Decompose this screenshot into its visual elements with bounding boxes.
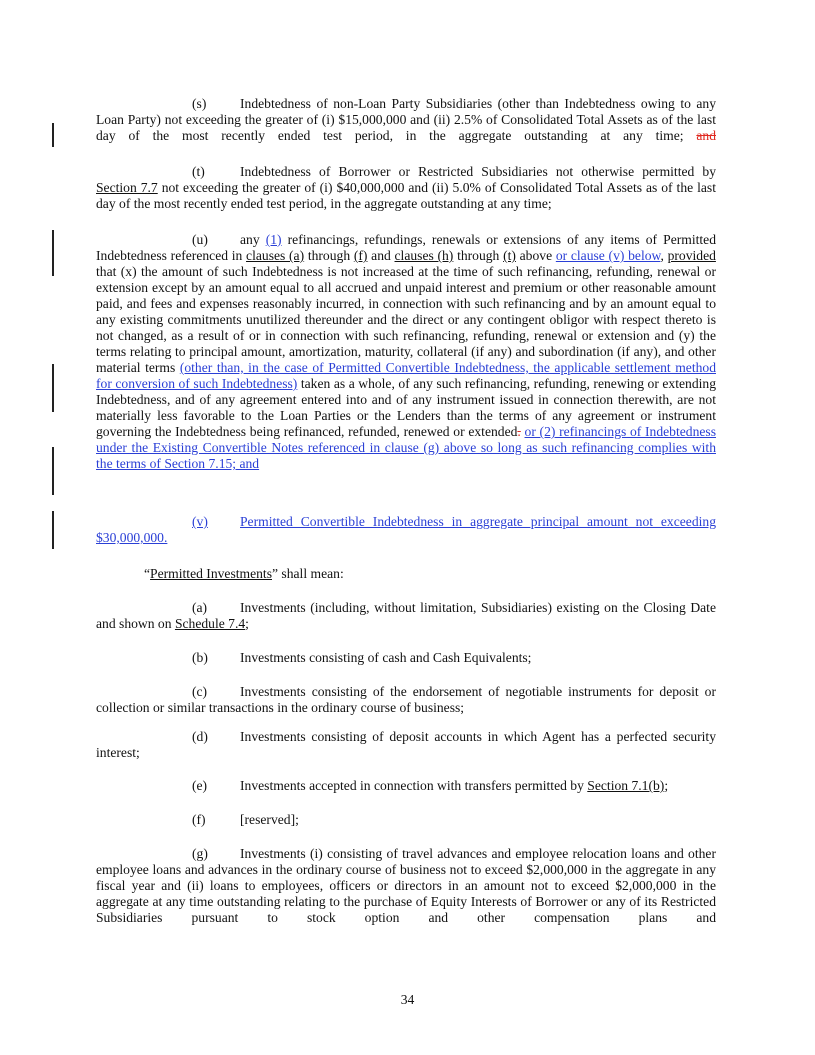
definition-text: ” shall mean:: [272, 566, 344, 581]
proviso-term: provided: [667, 248, 716, 263]
clause-reference: clauses (a): [246, 248, 305, 263]
paragraph-s: [96, 96, 716, 144]
clause-label: (b): [192, 650, 208, 665]
paragraph-v: [96, 514, 716, 546]
clause-text: any: [240, 232, 260, 247]
inserted-text: (other than, in the case of Permitted Convertible Indebtedness, the applicable settlement method for conversion of such Indebtedness): [96, 360, 716, 391]
clause-text: taken as a whole, of any such refinancing, refunding, renewing or extending Indebtedness, and of any agreement entered into and of any instrument issued in connection therewith, are not materially less favorable to the Loan Parties or the Lenders than the terms of any agreement or instrument governing the Indebtedness being refinanced, refunded, renewed or extended: [96, 376, 716, 439]
clause-reference: (f): [353, 248, 368, 263]
clause-label: (c): [192, 684, 208, 699]
change-bar: [52, 511, 54, 549]
inserted-text: or (2) refinancings of Indebtedness under the Existing Convertible Notes referenced in clause (g) above so long as such refinancing complies with the terms of Section 7.15; and: [96, 424, 716, 471]
clause-text: Investments consisting of cash and Cash Equivalents;: [240, 650, 532, 665]
clause-label: (f): [192, 812, 206, 827]
paragraph-a: [96, 600, 716, 632]
paragraph-c: [96, 684, 716, 716]
clause-text: Investments (including, without limitation, Subsidiaries) existing on the Closing Date and shown on: [96, 600, 716, 631]
inserted-text: Permitted Convertible Indebtedness in aggregate principal amount not exceeding $30,000,000.: [96, 514, 716, 545]
clause-text: Indebtedness of non-Loan Party Subsidiaries (other than Indebtedness owing to any Loan Party) not exceeding the greater of (i) $15,000,000 and (ii) 2.5% of Consolidated Total Assets as of the last day of the most recently ended test period, in the aggregate outstanding at any time;: [96, 96, 716, 143]
section-reference: Section 7.7: [96, 180, 158, 195]
clause-label: (v): [192, 514, 208, 529]
paragraph-u: [96, 232, 716, 472]
clause-text: Investments consisting of deposit accounts in which Agent has a perfected security interest;: [96, 729, 716, 760]
clause-label: (g): [192, 846, 208, 861]
clause-text: above: [519, 248, 553, 263]
clause-text: Investments accepted in connection with transfers permitted by: [240, 778, 584, 793]
clause-label: (t): [192, 164, 205, 179]
clause-label: (s): [192, 96, 207, 111]
inserted-text: (1): [265, 232, 282, 247]
clause-text: ;: [664, 778, 669, 793]
quote-mark: “: [144, 566, 151, 581]
clause-label: (d): [192, 729, 208, 744]
clause-label: (u): [192, 232, 208, 247]
clause-text: through: [307, 248, 351, 263]
paragraph-d: [96, 729, 716, 761]
paragraph-b: [96, 650, 716, 666]
clause-reference: (t): [503, 248, 516, 263]
clause-reference: clauses (h): [394, 248, 454, 263]
schedule-reference: Schedule 7.4: [174, 616, 246, 631]
clause-text: refinancings, refundings, renewals or extensions of any items of Permitted Indebtedness referenced in: [96, 232, 716, 263]
change-bar: [52, 230, 54, 276]
inserted-text: or clause (v) below: [555, 248, 661, 263]
change-bar: [52, 123, 54, 147]
clause-text: that (x) the amount of such Indebtedness is not increased at the time of such refinancing, refunding, renewal or extension except by an amount equal to all accrued and unpaid interest and premium or other reasonable amount paid, and fees and expenses reasonably incurred, in connection with such refinancing and by an amount equal to any existing commitments unutilized thereunder and the direct or any contingent obligor with respect thereto is not changed, as a result of or in connection with such refinancing, refunding, renewal or extension and (y) the terms relating to principal amount, amortization, maturity, collateral (if any) and subordination (if any), and other material terms: [96, 264, 716, 375]
paragraph-f: [96, 812, 716, 828]
paragraph-e: [96, 778, 716, 794]
paragraph-t: [96, 164, 716, 212]
clause-text: and: [371, 248, 391, 263]
deleted-text: and: [696, 128, 716, 143]
change-bar: [52, 364, 54, 412]
clause-label: (e): [192, 778, 208, 793]
paragraph-g: [96, 846, 716, 926]
clause-text: ;: [245, 616, 249, 631]
clause-text: Indebtedness of Borrower or Restricted Subsidiaries not otherwise permitted by: [240, 164, 716, 179]
page-number: 34: [400, 992, 415, 1007]
clause-text: Investments (i) consisting of travel advances and employee relocation loans and other employee loans and advances in the ordinary course of business not to exceed $2,000,000 in the aggregate in any fiscal year and (ii) loans to employees, officers or directors in an amount not to exceed $2,000,000 in the aggregate at any time outstanding relating to the purchase of Equity Interests of Borrower or any of its Restricted Subsidiaries pursuant to stock option and other compensation plans and: [96, 846, 716, 925]
defined-term: Permitted Investments: [150, 566, 272, 581]
section-reference: Section 7.1(b): [587, 778, 665, 793]
definition-heading: [96, 566, 716, 582]
clause-text: Investments consisting of the endorsement of negotiable instruments for deposit or collection or similar transactions in the ordinary course of business;: [96, 684, 716, 715]
clause-text: not exceeding the greater of (i) $40,000,000 and (ii) 5.0% of Consolidated Total Assets as of the last day of the most recently ended test period, in the aggregate outstanding at any time;: [96, 180, 716, 211]
clause-label: (a): [192, 600, 208, 615]
clause-text: through: [457, 248, 500, 263]
clause-text: ,: [660, 248, 664, 263]
change-bar: [52, 447, 54, 495]
clause-text: [reserved];: [240, 812, 299, 827]
deleted-text: .: [517, 424, 521, 439]
